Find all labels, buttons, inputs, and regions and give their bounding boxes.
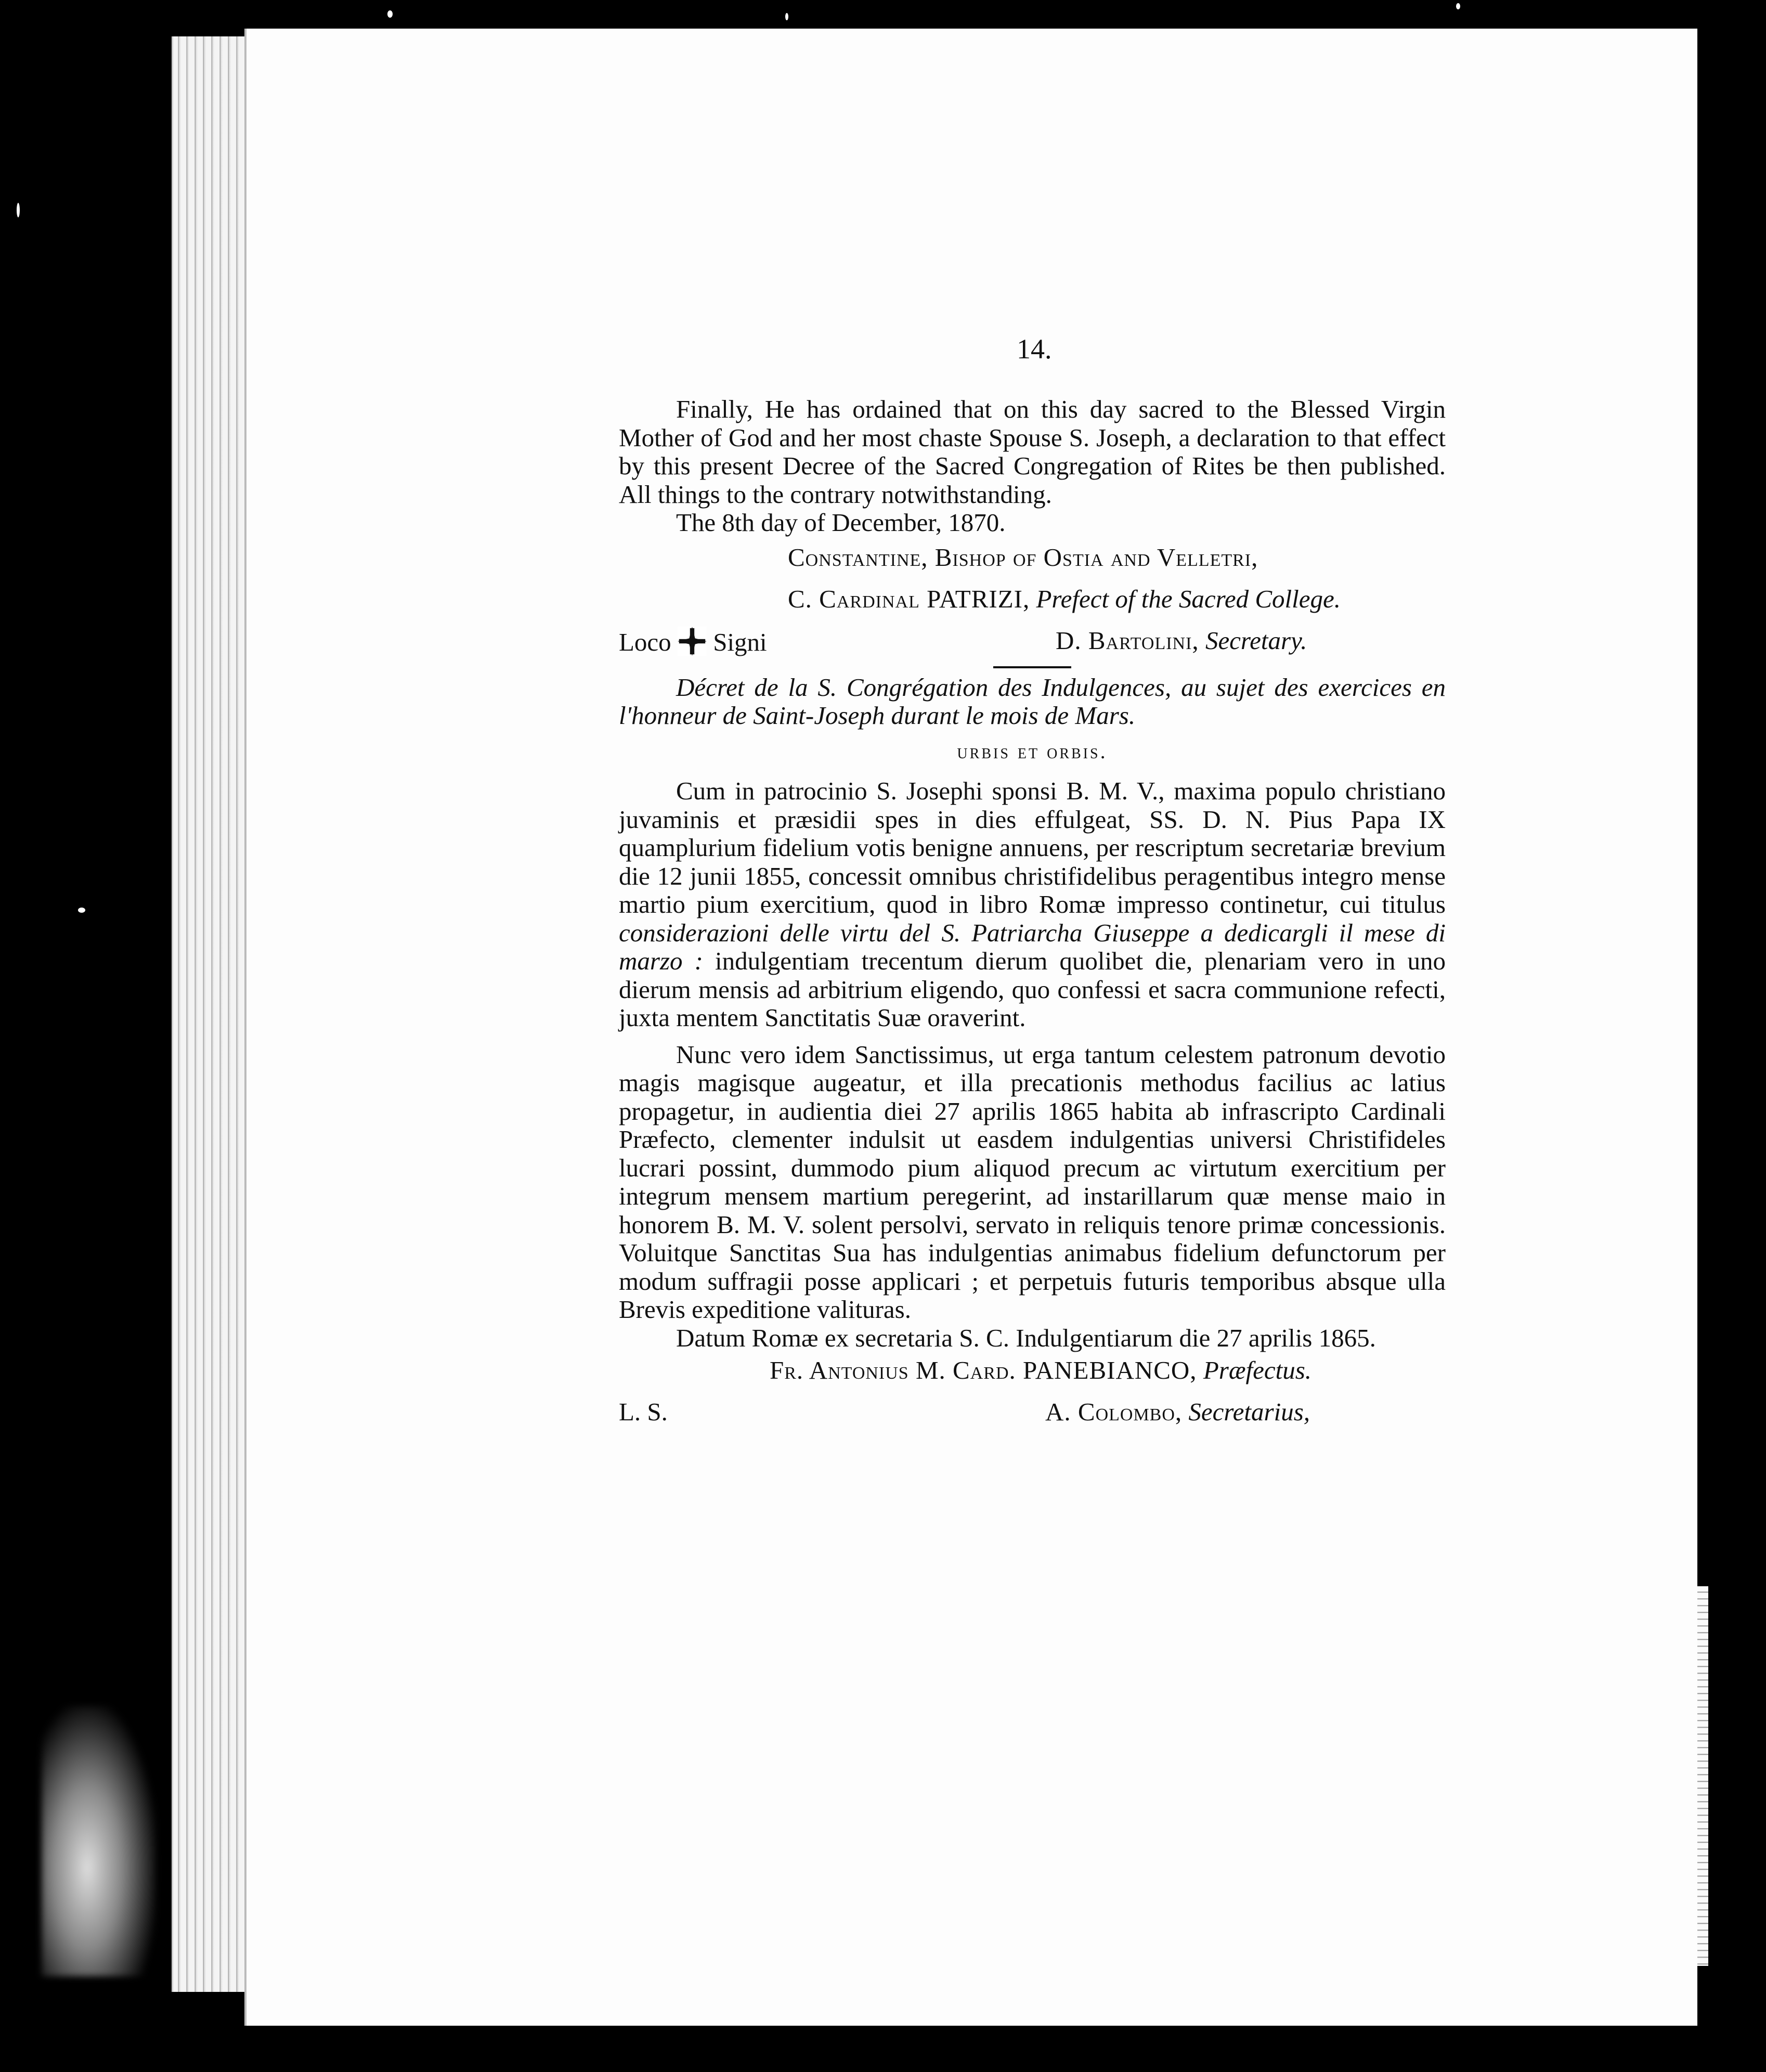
signature-title: Prefect of the Sacred College. <box>1036 584 1341 613</box>
page-stack-edges <box>172 36 251 1992</box>
scan-speck <box>1456 3 1460 9</box>
signature-title: Præfectus. <box>1203 1356 1312 1384</box>
signi-label: Signi <box>713 627 767 656</box>
scan-speck <box>387 10 393 18</box>
signature-colombo <box>619 1394 1446 1435</box>
signature-bartolini <box>619 620 1446 662</box>
locus-sigilli: L. S. <box>619 1397 668 1426</box>
signature-constantine <box>619 537 1446 579</box>
date-line: The 8th day of December, 1870. <box>676 508 1006 537</box>
signature-patrizi-line <box>788 585 1341 614</box>
text-span: indulgentiam trecentum dierum quolibet die, plenariam vero in uno dierum mensis ad arbitrium eligendo, quo confessi et sacra communione refecti, juxta mentem Sanctitatis Suæ oraverint. <box>619 947 1446 1032</box>
signature-text: Constantine, Bishop of Ostia and Velletri, <box>788 542 1258 572</box>
decree-title: Décret de la S. Congrégation des Indulgences, au sujet des exercices en l'honneur de Saint-Joseph durant le mois de Mars. <box>619 672 1446 730</box>
cross-seal-icon <box>678 627 707 656</box>
signature-bartolini-line <box>1056 627 1307 655</box>
urbis-heading: urbis et orbis. <box>957 739 1108 763</box>
text-span: Cum in patrocinio S. Josephi sponsi B. M. V., maxima populo christiano juvaminis et præsidii spes in dies effulgeat, SS. D. N. Pius Papa IX quamplurium fidelium votis benigne annuens, per rescriptum secretariæ brevium die 12 junii 1855, concessit omnibus christifidelibus peragentibus integro mense martio pium exercitium, quod in libro Romæ impresso continetur, cui titulus <box>619 776 1446 918</box>
page-number: 14. <box>1017 333 1052 365</box>
scan-speck <box>17 203 20 217</box>
signature-title: Secretarius, <box>1188 1397 1310 1426</box>
signature-name: D. Bartolini, <box>1056 626 1199 655</box>
paragraph-datum: Datum Romæ ex secretaria S. C. Indulgentiarum die 27 aprilis 1865. <box>676 1323 1376 1352</box>
signature-name: C. Cardinal PATRIZI, <box>788 584 1030 613</box>
paragraph-cum <box>619 777 1446 1032</box>
document-body <box>619 395 1446 1435</box>
paragraph-finally: Finally, He has ordained that on this day sacred to the Blessed Virgin Mother of God and her most chaste Spouse S. Joseph, a declaration to that effect by this present Decree of the Sacred Congregation of Rites be then published. All things to the contrary notwithstanding. <box>619 395 1446 509</box>
signature-colombo-line <box>1045 1398 1310 1427</box>
loco-signi <box>619 627 767 657</box>
scan-artifact <box>42 1706 156 1976</box>
signature-patrizi <box>619 579 1446 620</box>
paragraph-nunc: Nunc vero idem Sanctissimus, ut erga tantum celestem patronum devotio magis magisque augeatur, et illa precationis methodus facilius ac latius propagetur, in audientia diei 27 aprilis 1865 habita ab infrascripto Cardinali Præfecto, clementer indulsit ut easdem indulgentias universi Christifideles lucrari possint, dummodo pium aliquod precum ac virtutum exercitium per integrum mensem martium peregerint, ad instarillarum quæ mense maio in honorem B. M. V. solent persolvi, servato in reliquis tenore primæ concessionis. Voluitque Sanctitas Sua has indulgentias animabus fidelium defunctorum per modum suffragii posse applicari ; et perpetuis futuris temporibus absque ulla Brevis expeditione valituras. <box>619 1040 1446 1324</box>
signature-panebianco-line <box>770 1356 1311 1385</box>
book-title: considerazioni delle virtu del S. Patriarcha Giuseppe a dedicargli il mese di marzo : <box>619 918 1446 975</box>
section-divider <box>993 666 1071 668</box>
loco-label: Loco <box>619 627 671 656</box>
signature-name: Fr. Antonius M. Card. PANEBIANCO, <box>770 1356 1197 1384</box>
scan-speck <box>78 908 85 913</box>
scan-speck <box>785 13 788 20</box>
signature-title: Secretary. <box>1205 626 1307 655</box>
signature-name: A. Colombo, <box>1045 1397 1183 1426</box>
signature-panebianco <box>619 1352 1446 1394</box>
paragraph-gap <box>619 1032 1446 1041</box>
